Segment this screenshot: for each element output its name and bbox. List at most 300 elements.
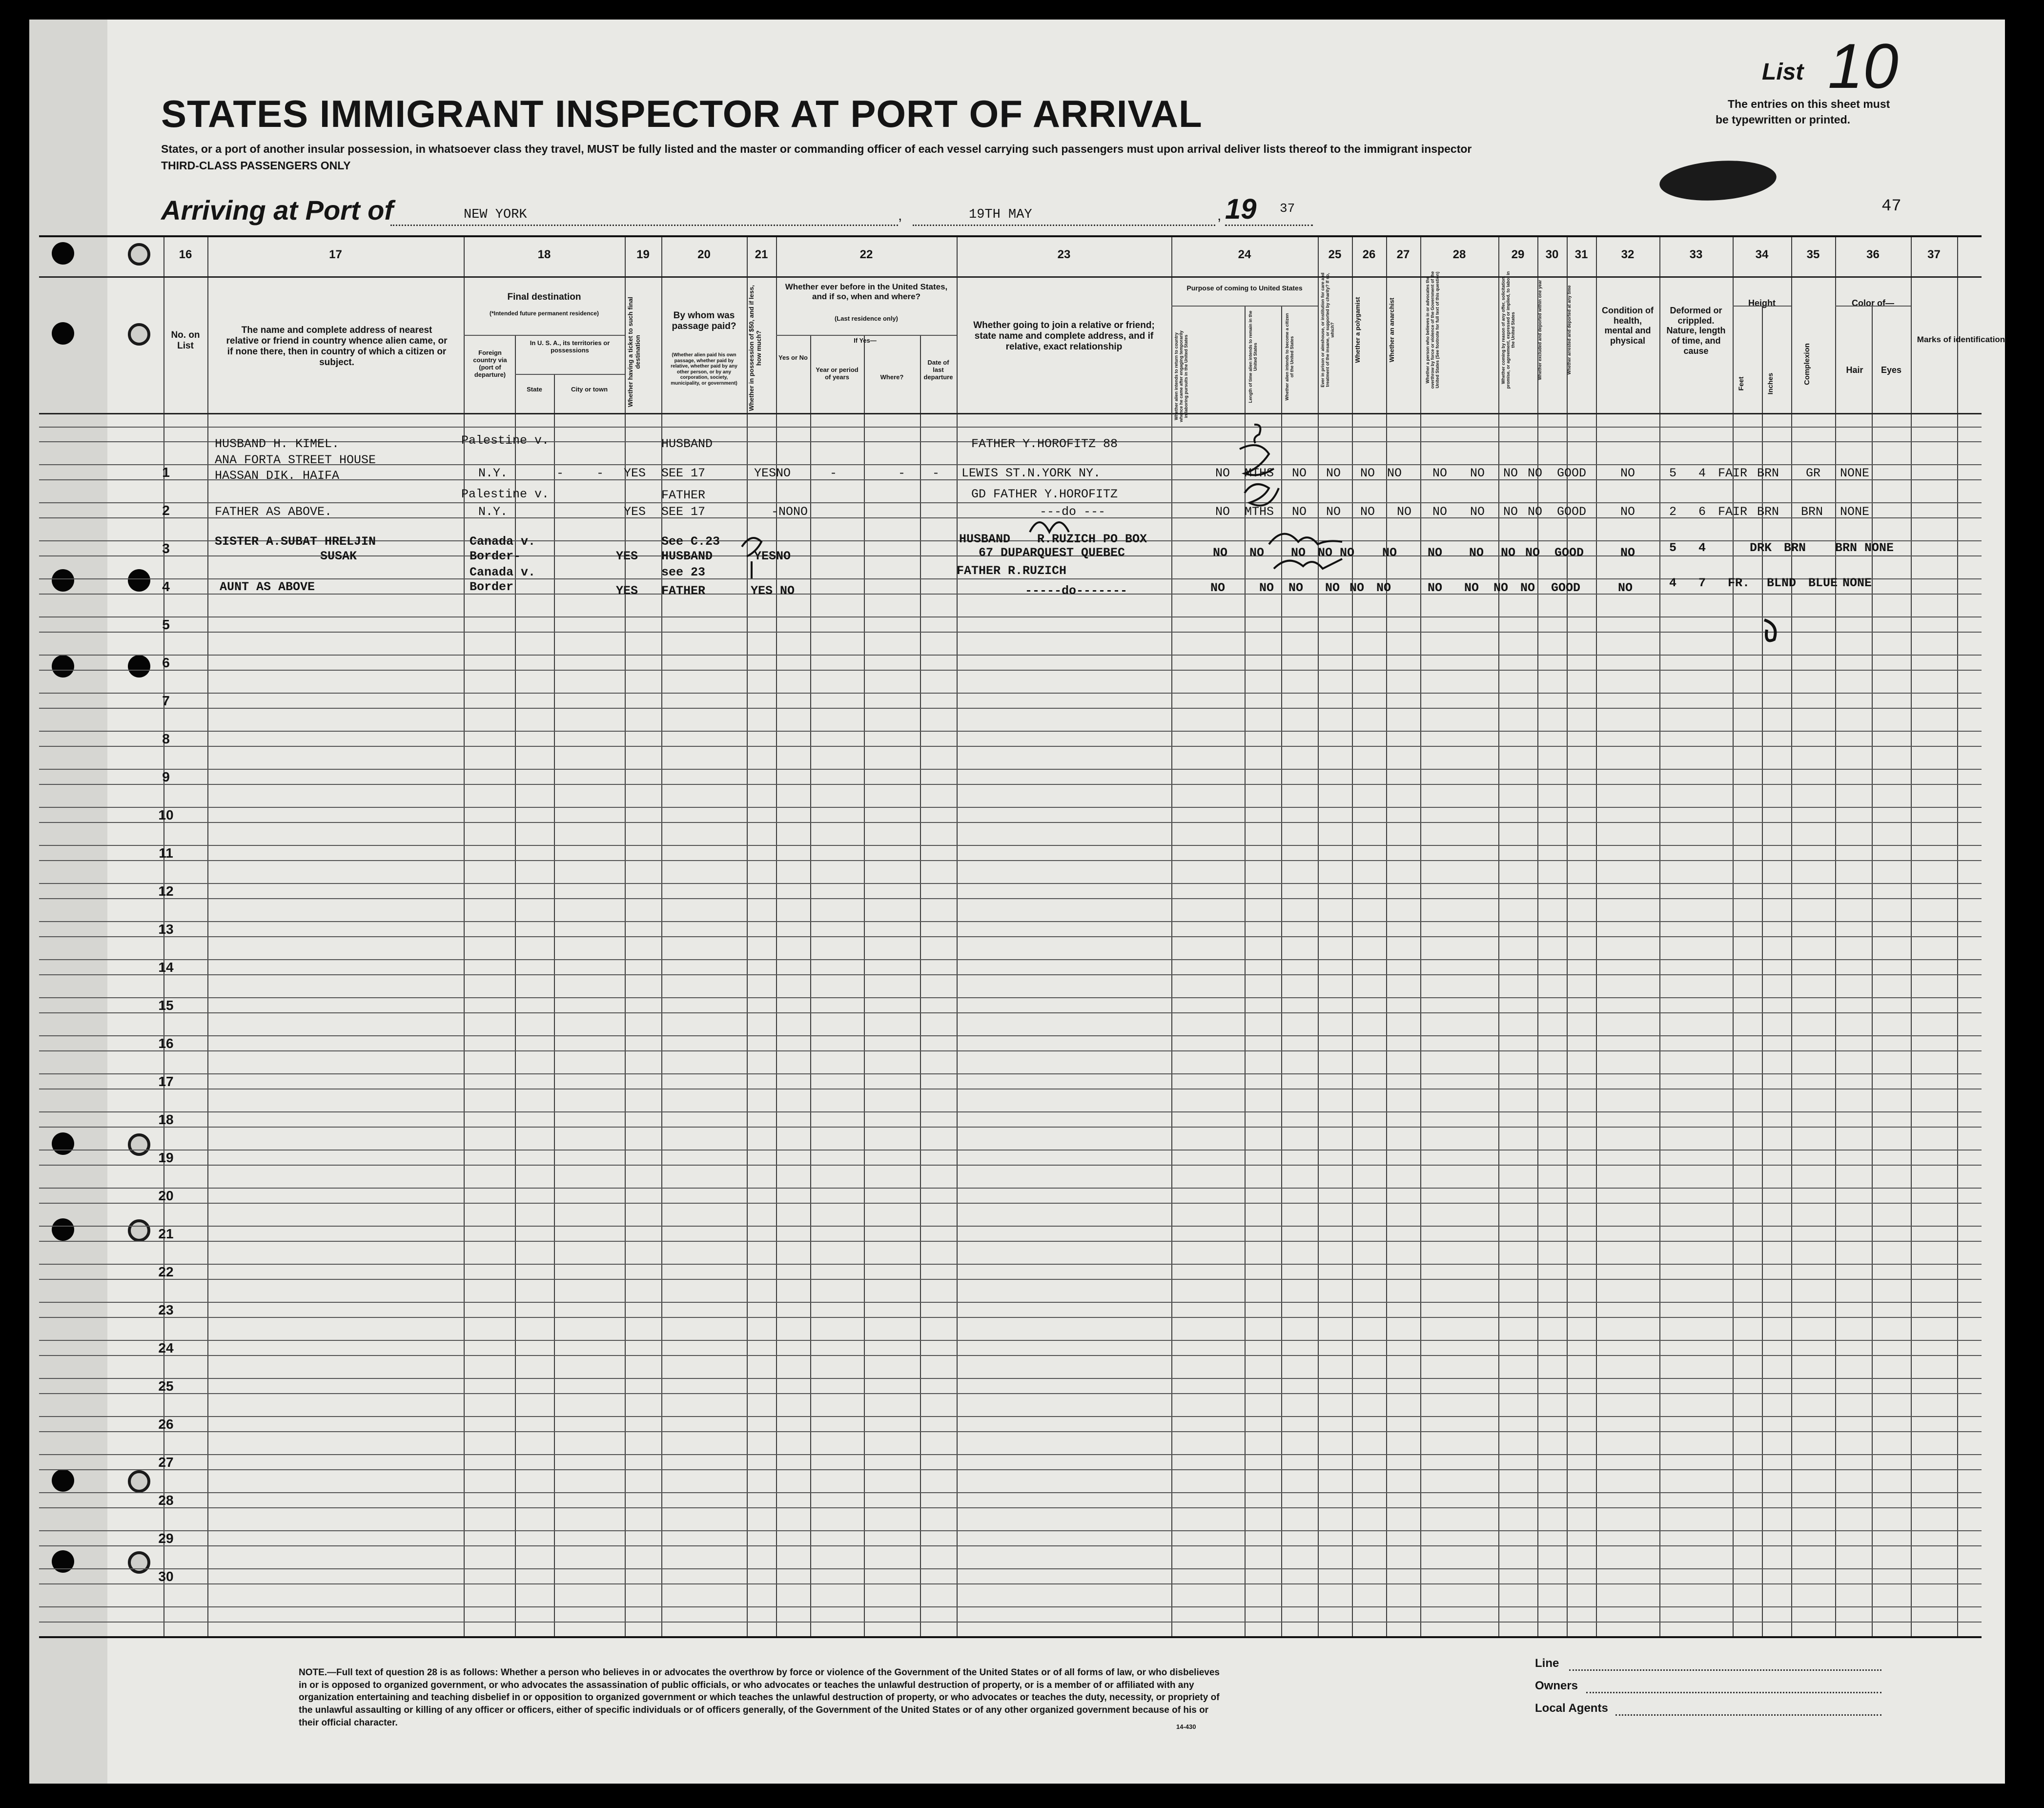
- handwritten-mark: [1757, 610, 1791, 649]
- row-number: 25: [158, 1378, 174, 1394]
- row-rule: [39, 974, 1982, 975]
- entry-marks: NONE: [1864, 541, 1894, 555]
- row-number: 24: [158, 1340, 174, 1356]
- col-divider: [554, 374, 555, 1636]
- entry-inches: 7: [1698, 576, 1706, 590]
- row-rule: [39, 731, 1982, 732]
- row-rule: [39, 921, 1982, 922]
- col-heading-marks: Marks of identification: [1917, 335, 2005, 344]
- row-rule: [39, 502, 1982, 503]
- row-number: 29: [158, 1531, 174, 1546]
- col-num: 19: [636, 248, 650, 261]
- entry-offer: NO: [1470, 466, 1485, 480]
- row-rule: [39, 616, 1982, 617]
- col-num: 22: [859, 248, 873, 261]
- entry-relative: HUSBAND H. KIMEL.: [215, 437, 340, 451]
- entry-marks: NONE: [1842, 576, 1872, 590]
- col-heading-been-before: Whether ever before in the United States, and if so, when and where?: [785, 282, 948, 301]
- entry-paid-by: HUSBAND: [661, 437, 713, 451]
- header-subrule: [515, 374, 625, 375]
- entry-paid-by: FATHER: [661, 488, 706, 502]
- entry-excluded: NO: [1503, 466, 1518, 480]
- entry-offer: NO: [1464, 581, 1479, 595]
- row-rule: [39, 1622, 1982, 1623]
- row-number: 13: [158, 922, 174, 937]
- entry-join: LEWIS ST.N.YORK NY.: [961, 466, 1101, 480]
- row-number: 1: [162, 465, 170, 480]
- row-rule: [39, 1454, 1982, 1455]
- entry-health: GOOD: [1557, 505, 1587, 519]
- list-note: The entries on this sheet must: [1728, 98, 1890, 110]
- entry-money: YES: [751, 584, 773, 598]
- row-rule: [39, 1111, 1982, 1112]
- row-number: 11: [159, 845, 173, 861]
- col-divider: [810, 335, 811, 1636]
- entry-citizen: NO: [1292, 466, 1307, 480]
- port-value: NEW YORK: [464, 207, 527, 222]
- row-rule: [39, 655, 1982, 656]
- comma: ,: [1217, 207, 1222, 224]
- entry-join: -----do-------: [1025, 584, 1128, 598]
- entry-overthrow: NO: [1428, 546, 1443, 560]
- col-heading-destination-note: (*Intended future permanent residence): [489, 310, 599, 317]
- row-rule: [39, 1127, 1982, 1128]
- col-heading-city: City or town: [571, 386, 608, 393]
- col-heading-overthrow: Whether a person who believes in or advocates the overthrow by force or violence of the Government of the United States (See footnote for full text of this question): [1425, 271, 1440, 389]
- col-heading-feet: Feet: [1737, 376, 1745, 391]
- entry-eyes: BLUE: [1808, 576, 1838, 590]
- page-title: STATES IMMIGRANT INSPECTOR AT PORT OF ARRIVAL: [161, 92, 1203, 135]
- row-rule: [39, 746, 1982, 747]
- col-heading-eyes: Eyes: [1880, 365, 1902, 375]
- row-rule: [39, 1492, 1982, 1493]
- col-divider: [864, 335, 865, 1636]
- entry-paid-by: FATHER: [661, 584, 706, 598]
- entry-prison: NO: [1325, 581, 1340, 595]
- entry-paid-by: See C.23: [661, 534, 720, 549]
- row-rule: [39, 769, 1982, 770]
- col-heading-join: Whether going to join a relative or friend; state name and complete address, and if relative, exact relationship: [973, 320, 1155, 352]
- row-rule: [39, 1165, 1982, 1166]
- row-rule: [39, 427, 1982, 428]
- entry-anarchist: NO: [1397, 505, 1412, 519]
- row-rule: [39, 578, 1982, 579]
- row-number: 7: [162, 693, 170, 708]
- entry-join: FATHER Y.HOROFITZ 88: [971, 437, 1118, 451]
- entry-excluded: NO: [1501, 546, 1516, 560]
- entry-been-before: NO: [776, 549, 791, 563]
- entry-join: GD FATHER Y.HOROFITZ: [971, 487, 1118, 501]
- line-label: Line: [1535, 1657, 1559, 1670]
- entry-complexion: DRK: [1750, 541, 1772, 555]
- entry-ticket: YES: [616, 549, 638, 563]
- entry-inches: 4: [1698, 541, 1706, 555]
- col-heading-purpose: Purpose of coming to United States: [1186, 284, 1303, 292]
- col-num: 35: [1806, 248, 1820, 261]
- col-num: 20: [697, 248, 711, 261]
- row-rule: [39, 1583, 1982, 1584]
- col-heading-usa: In U. S. A., its territories or possessions: [530, 339, 610, 354]
- col-heading-foreign-country: Foreign country via (port of departure): [473, 349, 507, 378]
- row-rule: [39, 1340, 1982, 1341]
- comma: ,: [898, 207, 902, 224]
- entry-deformed: NO: [1620, 466, 1635, 480]
- entry-inches: 6: [1698, 505, 1706, 519]
- row-rule: [39, 1416, 1982, 1417]
- entry-join: 67 DUPARQUEST QUEBEC: [979, 546, 1125, 560]
- col-heading-relative: The name and complete address of nearest relative or friend in country whence alien came, or if none there, then in country of which a citizen or subject.: [226, 325, 448, 368]
- entry-foreign-country: Canada v.: [470, 534, 536, 549]
- row-rule: [39, 1241, 1982, 1242]
- row-number: 14: [158, 960, 174, 975]
- entry-marks: NONE: [1840, 466, 1870, 480]
- col-heading-deformed: Deformed or crippled. Nature, length of time, and cause: [1666, 306, 1726, 356]
- header-class-note: THIRD-CLASS PASSENGERS ONLY: [161, 159, 351, 172]
- row-number: 16: [158, 1036, 174, 1051]
- header-rule: [39, 413, 1982, 414]
- col-num: 28: [1452, 248, 1466, 261]
- col-heading-yes-no: Yes or No: [778, 354, 808, 361]
- entry-complexion: FR.: [1728, 576, 1750, 590]
- entry-deported: NO: [1525, 546, 1540, 560]
- entry-relative: ANA FORTA STREET HOUSE: [215, 453, 376, 467]
- entry-paid-by: SEE 17: [661, 505, 706, 519]
- row-rule: [39, 959, 1982, 960]
- col-heading-complexion: Complexion: [1803, 343, 1811, 385]
- entry-length: NO: [1249, 546, 1265, 560]
- entry-feet: 5: [1669, 541, 1677, 555]
- row-rule: [39, 898, 1982, 899]
- row-number: 30: [158, 1569, 174, 1584]
- row-number: 27: [158, 1455, 174, 1470]
- entry-feet: 5: [1669, 466, 1677, 480]
- col-num: 17: [329, 248, 342, 261]
- row-number: 9: [162, 769, 170, 784]
- entry-state: N.Y.: [478, 505, 508, 519]
- entry-polygamist: NO: [1349, 581, 1365, 595]
- col-heading-list-no: No. on List: [171, 330, 200, 351]
- entry-eyes: BRN: [1835, 541, 1858, 555]
- entry-relative: SUSAK: [320, 549, 357, 563]
- row-rule: [39, 1568, 1982, 1569]
- row-rule: [39, 1355, 1982, 1356]
- row-rule: [39, 883, 1982, 884]
- row-number: 2: [162, 503, 170, 518]
- col-heading-been-before-note: (Last residence only): [834, 315, 899, 322]
- row-rule: [39, 708, 1982, 709]
- row-rule: [39, 1203, 1982, 1204]
- header-subrule: [1733, 306, 1791, 307]
- year-suffix: 37: [1280, 201, 1295, 216]
- entry-ticket: YES: [624, 505, 646, 519]
- entry-marks: NONE: [1840, 505, 1870, 519]
- col-heading-anarchist: Whether an anarchist: [1388, 297, 1395, 363]
- row-rule: [39, 1073, 1982, 1074]
- entry-eyes: GR: [1806, 466, 1821, 480]
- entry-been-before: NO: [776, 466, 791, 480]
- col-heading-deported: Whether arrested and deported at any time: [1567, 285, 1572, 375]
- row-rule: [39, 1050, 1982, 1051]
- row-number: 6: [162, 655, 170, 670]
- row-number: 19: [158, 1150, 174, 1165]
- col-heading-if-yes: If Yes—: [854, 337, 877, 344]
- entry-purpose: NO: [1210, 581, 1226, 595]
- col-num: 37: [1927, 248, 1941, 261]
- handwritten-mark: [1264, 525, 1355, 578]
- row-rule: [39, 632, 1982, 633]
- entry-prison: NO: [1326, 466, 1341, 480]
- entry-deported: NO: [1520, 581, 1535, 595]
- entry-state: N.Y.: [478, 466, 508, 480]
- entry-polygamist: NO: [1340, 546, 1355, 560]
- entry-health: GOOD: [1557, 466, 1587, 480]
- year-prefix: 19: [1225, 193, 1257, 225]
- row-rule: [39, 1545, 1982, 1546]
- col-num: 21: [755, 248, 768, 261]
- row-rule: [39, 1606, 1982, 1607]
- entry-length: MTHS: [1245, 466, 1274, 480]
- entry-ticket: YES: [624, 466, 646, 480]
- row-rule: [39, 1507, 1982, 1508]
- list-number: 10: [1828, 30, 1899, 102]
- col-num: 23: [1057, 248, 1071, 261]
- col-heading-passage: By whom was passage paid?: [672, 310, 736, 331]
- entry-period: -: [830, 466, 838, 480]
- row-number: 3: [162, 541, 170, 556]
- row-number: 18: [158, 1112, 174, 1127]
- arriving-label: Arriving at Port of: [161, 195, 394, 226]
- col-heading-citizen: Whether alien intends to become a citizen of the United States: [1285, 313, 1295, 401]
- col-num: 27: [1396, 248, 1410, 261]
- entry-money: YES: [754, 466, 777, 480]
- entry-overthrow: NO: [1428, 581, 1443, 595]
- entry-offer: NO: [1470, 505, 1485, 519]
- col-heading-offer: Whether coming by reason of any offer, solicitation, promise, or agreement, expressed or implied, to labor in the United States: [1501, 271, 1516, 389]
- row-rule: [39, 997, 1982, 998]
- col-heading-prison: Ever in prison or almshouse, or institution for care and treatment of the insane, or supported by charity? If so, which?: [1320, 272, 1335, 388]
- row-number: 17: [158, 1074, 174, 1089]
- entry-overthrow: NO: [1432, 466, 1448, 480]
- entry-anarchist: NO: [1382, 546, 1397, 560]
- entry-citizen: NO: [1288, 581, 1304, 595]
- row-rule: [39, 1035, 1982, 1036]
- entry-purpose: NO: [1215, 505, 1230, 519]
- row-rule: [39, 670, 1982, 671]
- col-num: 34: [1755, 248, 1769, 261]
- row-rule: [39, 1317, 1982, 1318]
- row-rule: [39, 1264, 1982, 1265]
- entry-hair: BRN: [1757, 505, 1779, 519]
- entry-deformed: NO: [1620, 546, 1635, 560]
- col-num: 26: [1362, 248, 1376, 261]
- col-num: 31: [1574, 248, 1588, 261]
- line-underline: [1569, 1669, 1881, 1671]
- col-num: 29: [1511, 248, 1525, 261]
- entry-hair: BLND: [1767, 576, 1797, 590]
- entry-citizen: NO: [1291, 546, 1306, 560]
- row-number: 26: [158, 1417, 174, 1432]
- entry-join: R.RUZICH PO BOX: [1037, 532, 1147, 546]
- row-rule: [39, 784, 1982, 785]
- entry-foreign-country: Border: [470, 580, 514, 594]
- col-heading-return: Whether alien intends to return to country whence he came after engaging temporarily in laboring pursuits in the United States: [1174, 330, 1189, 422]
- col-num: 16: [179, 248, 192, 261]
- col-heading-health: Condition of health, mental and physical: [1602, 306, 1654, 346]
- row-rule: [39, 936, 1982, 937]
- entry-anarchist: NO: [1387, 466, 1402, 480]
- col-heading-destination: Final destination: [507, 292, 581, 302]
- entry-ticket: -: [596, 466, 604, 480]
- entry-join: ---do ---: [1040, 505, 1106, 519]
- entry-feet: 4: [1669, 576, 1677, 590]
- handwritten-mark: [732, 527, 776, 581]
- entry-join: HUSBAND: [959, 532, 1011, 546]
- col-num: 18: [537, 248, 551, 261]
- row-number: 8: [162, 731, 170, 746]
- row-rule: [39, 693, 1982, 694]
- entry-purpose: NO: [1213, 546, 1228, 560]
- entry-complexion: FAIR: [1718, 505, 1748, 519]
- row-number: 4: [162, 579, 170, 594]
- local-agents-label: Local Agents: [1535, 1702, 1608, 1715]
- form-number: 14-430: [1176, 1723, 1196, 1730]
- row-rule: [39, 807, 1982, 808]
- col-heading-where: Where?: [880, 373, 904, 381]
- row-rule: [39, 1431, 1982, 1432]
- entry-health: GOOD: [1551, 581, 1581, 595]
- footnote-question-28: NOTE.—Full text of question 28 is as follows: Whether a person who believes in or advocates the overthrow by force or violence of the Government of the United States or of all forms of law, or who disbelieves in or is opposed to organized government, or who advocates the assassination of public officials, or who advocates or teaches the unlawful destruction of property, or is a member of or affiliated with any organization entertaining and teaching disbelief in or opposition to organized government or which teaches the unlawful destruction of property, or who advocates or teaches the duty, necessity, or propriety of the unlawful assaulting or killing of any officer or officers, either of specific individuals or of officers generally, of the Government of the United States or of any other organized government because of his or their official character.: [299, 1667, 1220, 1728]
- entry-health: GOOD: [1554, 546, 1584, 560]
- entry-relative: SISTER A.SUBAT HRELJIN: [215, 534, 376, 549]
- col-heading-height: Height: [1748, 298, 1776, 308]
- row-number: 28: [158, 1493, 174, 1508]
- entry-prison: NO: [1318, 546, 1333, 560]
- entry-hair: BRN: [1757, 466, 1779, 480]
- agents-underline: [1615, 1714, 1881, 1716]
- port-underline: [390, 225, 898, 226]
- row-rule: [39, 1150, 1982, 1151]
- entry-hair: BRN: [1784, 541, 1806, 555]
- row-rule: [39, 1226, 1982, 1227]
- entry-citizen: NO: [1292, 505, 1307, 519]
- owners-underline: [1586, 1692, 1881, 1693]
- entry-feet: 2: [1669, 505, 1677, 519]
- row-rule: [39, 845, 1982, 846]
- row-number: 21: [158, 1226, 174, 1241]
- entry-complexion: FAIR: [1718, 466, 1748, 480]
- entry-paid-by: HUSBAND: [661, 549, 713, 563]
- col-heading-money: Whether in possession of $50, and if less, how much?: [748, 285, 762, 411]
- col-num: 24: [1238, 248, 1251, 261]
- row-rule: [39, 1279, 1982, 1280]
- row-number: 20: [158, 1188, 174, 1203]
- col-heading-length: Length of time alien intends to remain in the United States: [1248, 310, 1258, 403]
- entry-length: MTHS: [1245, 505, 1274, 519]
- handwritten-mark: [1025, 513, 1074, 542]
- arrival-date: 19TH MAY: [969, 207, 1032, 222]
- entry-prison: NO: [1326, 505, 1341, 519]
- entry-overthrow: NO: [1432, 505, 1448, 519]
- col-divider: [1872, 306, 1873, 1636]
- row-rule: [39, 594, 1982, 595]
- row-rule: [39, 1012, 1982, 1013]
- entry-purpose: NO: [1215, 466, 1230, 480]
- date-underline: [913, 225, 1215, 226]
- entry-eyes: BRN: [1801, 505, 1823, 519]
- entry-city: -: [556, 466, 564, 480]
- row-number: 5: [162, 617, 170, 632]
- col-heading-ticket: Whether having a ticket to such final destination: [627, 296, 641, 408]
- col-heading-color: Color of—: [1852, 298, 1894, 308]
- row-number: 12: [158, 883, 174, 899]
- header-subrule: [1835, 306, 1911, 307]
- col-heading-state: State: [527, 386, 542, 393]
- entry-join: FATHER R.RUZICH: [957, 564, 1067, 578]
- entry-relative: HASSAN DIK. HAIFA: [215, 469, 340, 483]
- col-num: 30: [1545, 248, 1559, 261]
- row-rule: [39, 1393, 1982, 1394]
- entry-paid-by: SEE 17: [661, 466, 706, 480]
- col-divider: [515, 335, 516, 1636]
- header-subrule: [776, 335, 957, 336]
- row-number: 22: [158, 1264, 174, 1279]
- row-rule: [39, 1188, 1982, 1189]
- year-underline: [1225, 225, 1313, 226]
- entry-inches: 4: [1698, 466, 1706, 480]
- col-num: 25: [1328, 248, 1342, 261]
- entry-foreign-country: Border-: [470, 549, 521, 563]
- entry-excluded: NO: [1493, 581, 1509, 595]
- col-num: 32: [1621, 248, 1635, 261]
- header-subrule: [464, 335, 625, 336]
- entry-deported: NO: [1528, 505, 1543, 519]
- col-heading-polygamist: Whether a polygamist: [1354, 297, 1361, 363]
- entry-where: -: [898, 466, 906, 480]
- entry-money: YES: [754, 549, 777, 563]
- owners-label: Owners: [1535, 1679, 1578, 1692]
- entry-foreign-country: Palestine v.: [461, 433, 550, 448]
- header-subrule: [1171, 306, 1318, 307]
- list-note: be typewritten or printed.: [1716, 113, 1851, 126]
- page-number: 47: [1881, 197, 1901, 216]
- entry-departure: -: [932, 466, 940, 480]
- entry-relative: AUNT AS ABOVE: [220, 580, 315, 594]
- list-label: List: [1762, 59, 1804, 85]
- entry-ticket: YES: [616, 584, 638, 598]
- col-heading-period: Year or period of years: [816, 366, 858, 381]
- col-heading-passage-note: (Whether alien paid his own passage, whether paid by relative, whether paid by any other person, or by any corporation, society, municipality, or government): [671, 352, 737, 386]
- row-rule: [39, 860, 1982, 861]
- entry-polygamist: NO: [1360, 466, 1375, 480]
- entry-deported: NO: [1528, 466, 1543, 480]
- entry-been-before: NO: [793, 505, 808, 519]
- entry-deformed: NO: [1618, 581, 1633, 595]
- col-divider: [920, 335, 921, 1636]
- entry-paid-by: see 23: [661, 565, 706, 579]
- col-num: 33: [1689, 248, 1703, 261]
- entry-offer: NO: [1469, 546, 1484, 560]
- entry-been-before: NO: [780, 584, 795, 598]
- col-num: 36: [1866, 248, 1880, 261]
- row-rule: [39, 822, 1982, 823]
- entry-relative: FATHER AS ABOVE.: [215, 505, 332, 519]
- entry-foreign-country: Canada v.: [470, 565, 536, 579]
- row-rule: [39, 1469, 1982, 1470]
- col-heading-inches: Inches: [1766, 372, 1774, 395]
- row-rule: [39, 1530, 1982, 1531]
- row-number: 23: [158, 1302, 174, 1317]
- col-heading-departure-date: Date of last departure: [923, 359, 953, 381]
